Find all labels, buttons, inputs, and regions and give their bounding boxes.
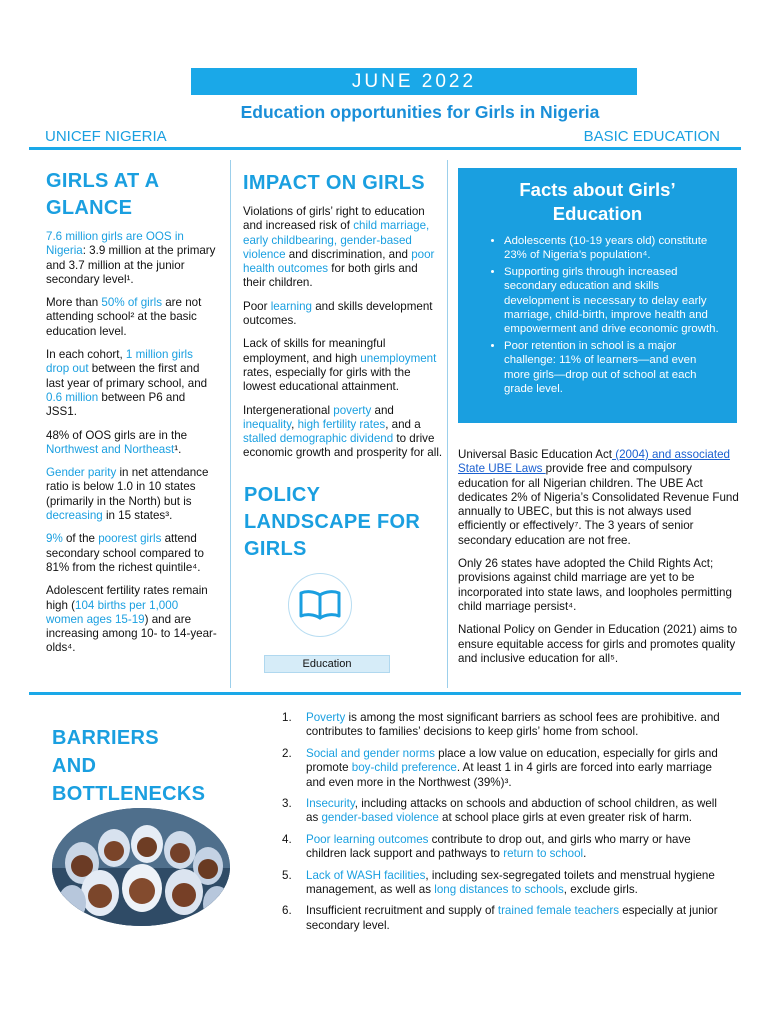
girls-photo-illustration [52,808,230,926]
glance-highlight: poorest girls [98,532,162,546]
policy-text: aims to ensure equitable access for girls and promotes quality and inclusive education for all⁵. [458,623,738,665]
impact-text: and [371,403,394,417]
facts-list [488,234,723,396]
barrier-text: , including attacks on schools and abduction of school children, as well as [306,797,717,825]
glance-text: are not attending school² at the basic education level. [46,296,202,338]
barrier-highlight: Insecurity [306,797,355,811]
glance-highlight: 104 births per 1,000 women ages 15-19 [46,598,179,626]
facts-item: • Adolescents (10-19 years old) constitute 23% of Nigeria’s population⁴. [504,234,723,263]
facts-box [458,168,737,423]
education-label: Education [264,655,390,673]
policy-text: provide free and compulsory education for all Nigerian children. The UBE Act dedicates 2% of Nigeria’s Consolidated Revenue Fund annually to UBEC, but this is not always used efficiently or effectively⁷. The 3 years of senior secondary education are not free. [458,462,739,547]
impact-highlight: poverty [333,403,372,417]
impact-highlight: child marriage, early childbearing, gender-based violence [243,219,430,261]
gender-policy-para [458,623,740,666]
glance-text: between the first and last year of primary school, and [46,362,208,390]
barrier-text: contribute to drop out, and girls who marry or have children lack support and pathways to [306,832,691,861]
glance-text: More than [46,296,102,310]
education-icon-circle [288,573,352,637]
impact-text: to drive economic growth and prosperity for all. [243,432,443,460]
open-book-icon [298,589,342,621]
barrier-highlight: Social and gender norms [306,746,435,760]
barrier-highlight: boy-child preference [351,761,457,775]
impact-highlight: unemployment [360,351,437,365]
glance-highlight: decreasing [46,509,103,523]
barrier-number: 3. [282,797,292,811]
glance-text: in net attendance ratio is below 1.0 in 10 states (primarily in the North) but is [46,466,209,508]
impact-para-1 [243,205,443,291]
impact-column [243,170,443,470]
barriers-list [282,711,722,933]
barrier-text: at school place girls at even greater risk of harm. [438,811,693,825]
impact-text: and skills development outcomes. [243,299,433,328]
barrier-item [282,869,722,898]
glance-text: ) and are increasing among 10- to 14-year-olds⁴. [46,612,217,655]
glance-highlight: 9% [46,532,63,546]
page-title: Education opportunities for Girls in Nigeria [240,102,600,122]
glance-text: between P6 and JSS1. [46,390,186,419]
impact-text: Lack of skills for meaningful employment, and high [243,337,386,365]
girls-photo [52,808,230,926]
glance-text: attend secondary school compared to 81% from the richest quintile⁴. [46,532,204,574]
header-rule [29,147,741,150]
policy-term: National Policy on Gender in Education (2021) [458,623,697,637]
impact-text: and discrimination, and [285,247,412,261]
glance-highlight: Gender parity [46,466,117,480]
impact-text: rates, especially for girls with the lowest educational attainment. [243,365,411,394]
barrier-highlight: Lack of WASH facilities [306,868,426,882]
barrier-number: 2. [282,746,292,760]
policy-text: ; provisions against child marriage are yet to be incorporated into state laws, and loopholes permitting child marriage persist⁴. [458,557,732,613]
glance-highlight: Northwest and Northeast [46,442,175,456]
impact-highlight: inequality [243,417,292,431]
column-divider-left [230,160,231,688]
impact-text: Poor [243,299,271,313]
impact-text: Intergenerational [243,403,334,417]
glance-para-5 [46,466,218,523]
glance-para-3 [46,348,218,419]
barrier-number: 6. [282,904,292,918]
impact-highlight: stalled demographic dividend [243,432,394,446]
barrier-number: 4. [282,832,292,846]
barrier-item [282,904,722,933]
glance-text: 48% of OOS girls are in the [46,428,188,442]
org-label: UNICEF NIGERIA [45,128,167,145]
facts-item: • Supporting girls through increased secondary education and skills development is necessary to delay early marriage, child-birth, improve health and empowerment and drive economic growth. [504,265,723,337]
barrier-text: place a low value on education, especially for girls and promote [306,746,718,775]
barrier-highlight: long distances to schools [434,883,564,897]
date-banner: JUNE 2022 [191,68,637,95]
column-divider-right [447,160,448,688]
barrier-text: Insufficient recruitment and supply of [306,904,498,918]
barrier-item [282,711,722,740]
barrier-highlight: Poverty [306,711,346,724]
facts-item: • Poor retention in school is a major challenge: 11% of learners—and even more girls—drop out of school at each grade level. [504,339,723,397]
barrier-item [282,797,722,826]
barrier-item [282,747,722,790]
glance-text: in 15 states³. [102,509,173,523]
glance-highlight: 0.6 million [46,390,99,404]
glance-column [46,168,218,665]
barriers-heading: BARRIERS AND BOTTLENECKS [52,727,206,805]
impact-text: , and a [385,417,421,431]
barrier-text: is among the most significant barriers as school fees are prohibitive. and contributes to families’ decisions to keep girls’ home from school. [306,711,720,739]
barrier-text: especially at junior secondary level. [306,904,718,932]
mid-rule [29,692,741,695]
section-label: BASIC EDUCATION [583,128,720,145]
impact-para-4 [243,404,443,461]
policy-heading: POLICY LANDSCAPE FOR GIRLS [244,484,421,560]
glance-para-1 [46,230,218,287]
impact-highlight: learning [270,299,312,313]
glance-text: ¹. [174,442,182,456]
glance-highlight: 1 million girls drop out [46,348,193,376]
glance-para-4 [46,429,218,458]
barrier-text: . At least 1 in 4 girls are forced into early marriage and even more in the Northwest (39%)³. [306,761,712,789]
facts-heading: Facts about Girls’ Education [519,179,676,224]
glance-highlight: 7.6 million girls are OOS in Nigeria [46,230,184,258]
impact-para-3 [243,337,443,394]
barrier-text: . [583,847,587,861]
barrier-highlight: gender-based violence [321,811,439,825]
glance-highlight: 50% of girls [101,296,162,310]
impact-heading: IMPACT ON GIRLS [243,172,425,194]
impact-para-2 [243,300,443,329]
glance-text: In each cohort, [46,348,126,362]
barrier-text: , including sex-segregated toilets and menstrual hygiene management, as well as [306,868,715,897]
barrier-item [282,833,722,862]
ube-act-para [458,448,740,548]
barrier-highlight: Poor learning outcomes [306,832,429,846]
impact-text: Violations of girls’ right to education and increased risk of [243,205,425,233]
impact-text: , [291,417,298,431]
impact-highlight: high fertility rates [297,417,386,431]
policy-term: Universal Basic Education Act [458,448,613,461]
glance-heading: GIRLS AT A GLANCE [46,170,159,219]
glance-text: : 3.9 million at the primary and 3.7 million at the junior secondary level¹. [46,244,216,286]
policy-term: Child Rights Act [628,557,711,571]
policy-text-column [458,448,740,675]
glance-para-7 [46,584,218,655]
impact-text: for both girls and their children. [243,262,418,290]
barrier-highlight: return to school [503,847,584,861]
barrier-highlight: trained female teachers [497,904,620,918]
glance-para-6 [46,532,218,575]
policy-text: Only 26 states have adopted the [458,557,629,571]
glance-para-2 [46,296,218,339]
barriers-list-container [282,711,722,940]
child-rights-para [458,557,740,614]
glance-text: Adolescent fertility rates remain high ( [46,584,208,612]
barrier-number: 1. [282,711,292,724]
barrier-text: , exclude girls. [563,883,638,897]
barrier-number: 5. [282,868,292,882]
glance-text: of the [62,532,99,546]
ube-laws-link[interactable]: (2004) and associated State UBE Laws [458,448,730,476]
impact-highlight: poor health outcomes [243,247,435,276]
